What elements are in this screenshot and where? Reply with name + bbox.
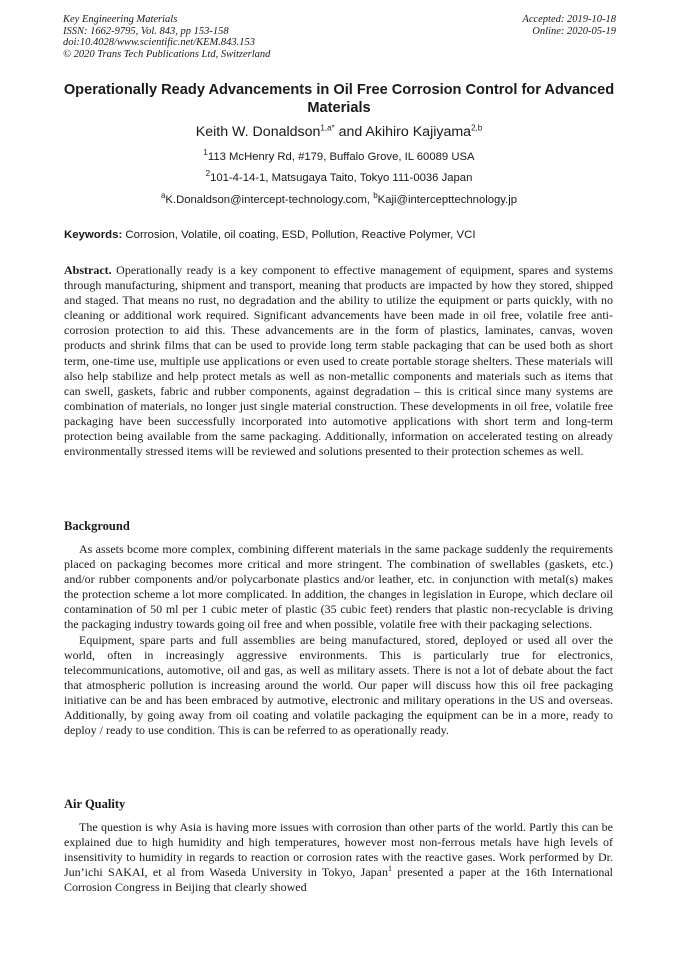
journal-header: [63, 14, 270, 60]
background-paragraph-1: As assets bcome more complex, combining different materials in the same package suddenly the requirements placed on packaging becomes more critical and more stringent. The combination of swellables (gaskets, etc.) and/or rubber components and/or polycarbonate plastics and/or leather, etc. in conjunction with metal(s) makes the protection scheme a lot more complicated. In addition, the changes in legislation in Europe, which declare oil contamination of 50 ml per 1 cubic meter of plastic (35 cubic feet) renders that plastic non-recyclable is driving the packaging industry towards going oil free and when possible, volatile free with their packaging selections.: [64, 542, 613, 632]
background-paragraph-2: Equipment, spare parts and full assemblies are being manufactured, stored, deployed or used all over the world, often in increasingly aggressive environments. This is particularly true for electronics, telecommunications, automotive, oil and gas, as well as military assets. There is not a lot of debate about the fact that atmospheric pollution is increasing around the world. Our paper will discuss how this oil free packaging initiative can be and has been embraced by autmotive, electronic and military operations in the US and overseas. Additionally, by going away from oil coating and volatile packaging the equipment can be in a more, ready to deploy / ready to use condition. This is can be referred to as operationally ready.: [64, 632, 613, 738]
online-date: Online: 2020-05-19: [532, 25, 616, 37]
air-quality-section: [64, 820, 613, 895]
air-quality-text-a: The question is why Asia is having more issues with corrosion than other parts of the world. Partly this can be explained due to high humidity and high temperatures, however most non-ferrous metals have high levels of insensitivity to humidity in regards to reaction or corrosion rates with the reactive gases. Work performed by Dr. Jun’ichi SAKAI, et al from Waseda University in Tokyo, Japan: [64, 820, 613, 880]
air-quality-text-b: presented a paper at the 16th International Corrosion Congress in Beijing that clearly showed: [64, 865, 613, 895]
background-section: [64, 542, 613, 738]
dates-header: [522, 14, 616, 37]
air-quality-paragraph-1: [64, 820, 613, 895]
abstract-text: Operationally ready is a key component to effective management of equipment, spares and systems through manufacturing, shipment and transport, meaning that products are impacted by how they stored, shipped and staged. That means no rust, no degradation and the ability to utilize the equipment or parts quickly, with no cleaning or additional work required. Significant advancements have been made in oil free, volatile free anti-corrosion protection to aid this. These advancements are in the form of plastics, laminates, canvas, woven products and shrink films that can be used to provide long term stable packaging that can be used both as short term, one-time use, multiple use applications or even used to create portable storage shelters. These materials will also help stabilize and help protect metals as well as non-metallic components and materials such as items that can swell, gaskets, fabric and rubber components, against degradation – this is critical since many systems are combination of materials, no longer just single material construction. These developments in oil free, volatile free packaging have been successfully incorporated into automotive applications with short term and long-term protection being available from the same packaging. Additionally, information on accelerated testing on already environmentally stressed items will be reviewed and solutions presented to their protection schemes as well.: [64, 263, 613, 459]
email-a[interactable]: K.Donaldson@intercept-technology.com,: [165, 194, 374, 206]
affiliation-2-sup: 2: [205, 169, 211, 179]
keywords-text: Corrosion, Volatile, oil coating, ESD, Pollution, Reactive Polymer, VCI: [122, 229, 476, 241]
author-conjunction: and: [334, 124, 366, 140]
footnote-ref-1: 1: [388, 864, 393, 874]
affiliation-1-sup: 1: [203, 148, 208, 158]
author-1-sup: 1,a*: [320, 123, 335, 133]
author-2-sup: 2,b: [471, 123, 483, 133]
email-b-sup: b: [373, 191, 378, 201]
author-line: [60, 122, 618, 142]
author-1-name: Keith W. Donaldson: [195, 124, 321, 140]
author-2-name: Akihiro Kajiyama: [365, 124, 472, 140]
affiliation-1: [60, 150, 618, 164]
email-a-sup: a: [160, 191, 166, 201]
background-heading: Background: [64, 519, 130, 533]
journal-copyright: © 2020 Trans Tech Publications Ltd, Switzerland: [63, 48, 271, 60]
keywords-label: Keywords:: [64, 229, 123, 241]
affiliation-2: [60, 171, 618, 185]
affiliation-2-text: 101-4-14-1, Matsugaya Taito, Tokyo 111-0036 Japan: [210, 172, 473, 184]
keywords: [64, 228, 624, 242]
email-b[interactable]: Kaji@intercepttechnology.jp: [377, 194, 518, 206]
paper-title: Operationally Ready Advancements in Oil Free Corrosion Control for Advanced Materials: [63, 82, 615, 116]
abstract: [64, 263, 613, 459]
accepted-date: Accepted: 2019-10-18: [522, 14, 616, 25]
affiliation-1-text: 113 McHenry Rd, #179, Buffalo Grove, IL 60089 USA: [207, 151, 475, 163]
journal-name: Key Engineering Materials: [63, 14, 178, 25]
journal-doi[interactable]: doi:10.4028/www.scientific.net/KEM.843.153: [63, 37, 255, 48]
email-line: [60, 193, 618, 207]
journal-issn: ISSN: 1662-9795, Vol. 843, pp 153-158: [63, 25, 229, 37]
abstract-label: Abstract.: [64, 263, 112, 277]
air-quality-heading: Air Quality: [64, 797, 126, 811]
